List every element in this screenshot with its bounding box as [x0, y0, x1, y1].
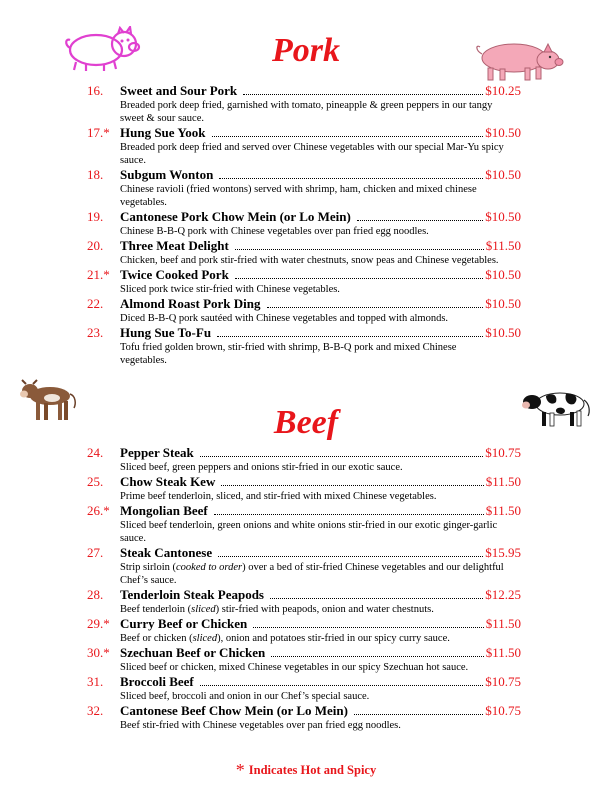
- item-name: Subgum Wonton: [120, 167, 214, 182]
- item-number: 20.: [87, 238, 104, 253]
- item-price: $10.25: [485, 83, 521, 98]
- menu-item-row: [87, 267, 521, 283]
- item-price: $10.50: [485, 125, 521, 140]
- dot-leader: [218, 555, 483, 557]
- item-price: $10.50: [485, 167, 521, 182]
- desc-text: Beef tenderloin (: [120, 604, 192, 615]
- pork-section-title: Pork: [272, 32, 340, 69]
- dot-leader: [253, 626, 484, 628]
- item-price: $10.75: [485, 703, 521, 718]
- menu-item: [87, 474, 521, 503]
- item-number: 25.: [87, 474, 104, 489]
- item-description: Sliced beef or chicken, mixed Chinese vegetables in our spicy Szechuan hot sauce.: [120, 662, 469, 673]
- item-number: 16.: [87, 83, 104, 98]
- item-description: Sliced pork twice stir-fried with Chinese vegetables.: [120, 284, 340, 295]
- item-name: Broccoli Beef: [120, 674, 194, 689]
- menu-item-row: [87, 83, 521, 99]
- menu-item-row: [87, 674, 521, 690]
- menu-item-row: [87, 587, 521, 603]
- desc-emphasis: sliced: [192, 633, 218, 644]
- dot-leader: [270, 597, 483, 599]
- menu-item-row: [87, 545, 521, 561]
- item-description: Sliced beef tenderloin, green onions and white onions stir-fried in our exotic ginger-garlic sauce.: [120, 520, 498, 544]
- item-name: Hung Sue To-Fu: [120, 325, 212, 340]
- pork-menu-list: [87, 83, 521, 367]
- menu-item: [87, 587, 521, 616]
- item-number: 21.*: [87, 267, 110, 282]
- item-name: Mongolian Beef: [120, 503, 208, 518]
- dot-leader: [235, 248, 484, 250]
- item-price: $10.50: [485, 325, 521, 340]
- desc-emphasis: cooked to order: [176, 562, 243, 573]
- item-name: Tenderloin Steak Peapods: [120, 587, 264, 602]
- dot-leader: [354, 713, 483, 715]
- beef-menu-list: [87, 445, 521, 732]
- item-description: Chinese B-B-Q pork with Chinese vegetables over pan fried egg noodles.: [120, 226, 429, 237]
- item-name: Hung Sue Yook: [120, 125, 206, 140]
- desc-emphasis: sliced: [191, 604, 216, 615]
- menu-item: [87, 645, 521, 674]
- menu-item-row: [87, 445, 521, 461]
- menu-item-row: [87, 238, 521, 254]
- item-description: [120, 632, 505, 645]
- item-price: $10.75: [485, 445, 521, 460]
- menu-item: [87, 83, 521, 125]
- desc-text: ) over a bed of stir-fried Chinese vegetables and our delightful Chef’s sauce.: [120, 562, 504, 586]
- menu-item: [87, 267, 521, 296]
- item-number: 24.: [87, 445, 104, 460]
- item-price: $10.50: [485, 296, 521, 311]
- item-number: 22.: [87, 296, 104, 311]
- dot-leader: [221, 484, 483, 486]
- item-number: 30.*: [87, 645, 110, 660]
- menu-item: [87, 296, 521, 325]
- desc-text: Beef or chicken (: [120, 633, 193, 644]
- dot-leader: [271, 655, 483, 657]
- menu-item: [87, 209, 521, 238]
- desc-text: ) stir-fried with peapods, onion and water chestnuts.: [215, 604, 434, 615]
- menu-item-row: [87, 296, 521, 312]
- menu-item-row: [87, 167, 521, 183]
- item-name: Szechuan Beef or Chicken: [120, 645, 266, 660]
- item-price: $12.25: [485, 587, 521, 602]
- dot-leader: [219, 177, 483, 179]
- item-name: Curry Beef or Chicken: [120, 616, 248, 631]
- item-description: Tofu fried golden brown, stir-fried with shrimp, B-B-Q pork and mixed Chinese vegetables.: [120, 342, 457, 366]
- menu-item-row: [87, 503, 521, 519]
- item-name: Cantonese Beef Chow Mein (or Lo Mein): [120, 703, 348, 718]
- dot-leader: [267, 306, 484, 308]
- menu-item: [87, 703, 521, 732]
- item-description: [120, 603, 505, 616]
- hot-spicy-footnote: [0, 760, 612, 781]
- item-number: 31.: [87, 674, 104, 689]
- menu-item: [87, 616, 521, 645]
- desc-text: ), onion and potatoes stir-fried in our spicy curry sauce.: [217, 633, 450, 644]
- item-number: 23.: [87, 325, 104, 340]
- item-number: 26.*: [87, 503, 110, 518]
- item-name: Cantonese Pork Chow Mein (or Lo Mein): [120, 209, 351, 224]
- item-name: Chow Steak Kew: [120, 474, 216, 489]
- item-name: Almond Roast Pork Ding: [120, 296, 261, 311]
- menu-item-row: [87, 645, 521, 661]
- item-number: 27.: [87, 545, 104, 560]
- menu-item-row: [87, 125, 521, 141]
- item-description: Breaded pork deep fried, garnished with tomato, pineapple & green peppers in our tangy sweet & sour sauce.: [120, 100, 493, 124]
- item-number: 32.: [87, 703, 104, 718]
- menu-item: [87, 167, 521, 209]
- item-description: Chinese ravioli (fried wontons) served with shrimp, ham, chicken and mixed chinese vegetables.: [120, 184, 477, 208]
- spicy-asterisk: *: [235, 760, 245, 780]
- menu-item-row: [87, 325, 521, 341]
- item-description: Chicken, beef and pork stir-fried with water chestnuts, snow peas and Chinese vegetables.: [120, 255, 499, 266]
- dot-leader: [217, 335, 483, 337]
- item-description: Sliced beef, broccoli and onion in our Chef’s special sauce.: [120, 691, 370, 702]
- menu-item-row: [87, 209, 521, 225]
- item-price: $11.50: [485, 474, 521, 489]
- dot-leader: [235, 277, 483, 279]
- item-description: Diced B-B-Q pork sautéed with Chinese vegetables and topped with almonds.: [120, 313, 449, 324]
- item-name: Pepper Steak: [120, 445, 194, 460]
- item-description: Breaded pork deep fried and served over Chinese vegetables with our special Mar-Yu spicy sauce.: [120, 142, 504, 166]
- menu-item: [87, 238, 521, 267]
- item-name: Three Meat Delight: [120, 238, 229, 253]
- item-price: $11.50: [485, 645, 521, 660]
- menu-item-row: [87, 703, 521, 719]
- item-price: $10.75: [485, 674, 521, 689]
- menu-item: [87, 503, 521, 545]
- footnote-text: Indicates Hot and Spicy: [248, 763, 377, 777]
- item-name: Twice Cooked Pork: [120, 267, 229, 282]
- menu-item: [87, 445, 521, 474]
- dot-leader: [357, 219, 483, 221]
- item-price: $11.50: [485, 503, 521, 518]
- item-number: 28.: [87, 587, 104, 602]
- item-number: 17.*: [87, 125, 110, 140]
- dot-leader: [200, 455, 483, 457]
- dot-leader: [200, 684, 483, 686]
- item-description: Sliced beef, green peppers and onions stir-fried in our exotic sauce.: [120, 462, 403, 473]
- item-price: $11.50: [485, 616, 521, 631]
- item-number: 29.*: [87, 616, 110, 631]
- menu-item: [87, 545, 521, 587]
- item-price: $15.95: [485, 545, 521, 560]
- menu-item: [87, 674, 521, 703]
- item-description: Prime beef tenderloin, sliced, and stir-fried with mixed Chinese vegetables.: [120, 491, 437, 502]
- dot-leader: [212, 135, 484, 137]
- item-price: $10.50: [485, 209, 521, 224]
- item-name: Sweet and Sour Pork: [120, 83, 238, 98]
- menu-item-row: [87, 474, 521, 490]
- item-name: Steak Cantonese: [120, 545, 213, 560]
- menu-item: [87, 125, 521, 167]
- beef-section-title: Beef: [273, 404, 339, 441]
- menu-item-row: [87, 616, 521, 632]
- item-number: 18.: [87, 167, 104, 182]
- menu-item: [87, 325, 521, 367]
- dot-leader: [243, 93, 483, 95]
- item-number: 19.: [87, 209, 104, 224]
- item-description: [120, 561, 505, 587]
- desc-text: Strip sirloin (: [120, 562, 177, 573]
- item-price: $11.50: [485, 238, 521, 253]
- item-price: $10.50: [485, 267, 521, 282]
- item-description: Beef stir-fried with Chinese vegetables over pan fried egg noodles.: [120, 720, 401, 731]
- dot-leader: [214, 513, 484, 515]
